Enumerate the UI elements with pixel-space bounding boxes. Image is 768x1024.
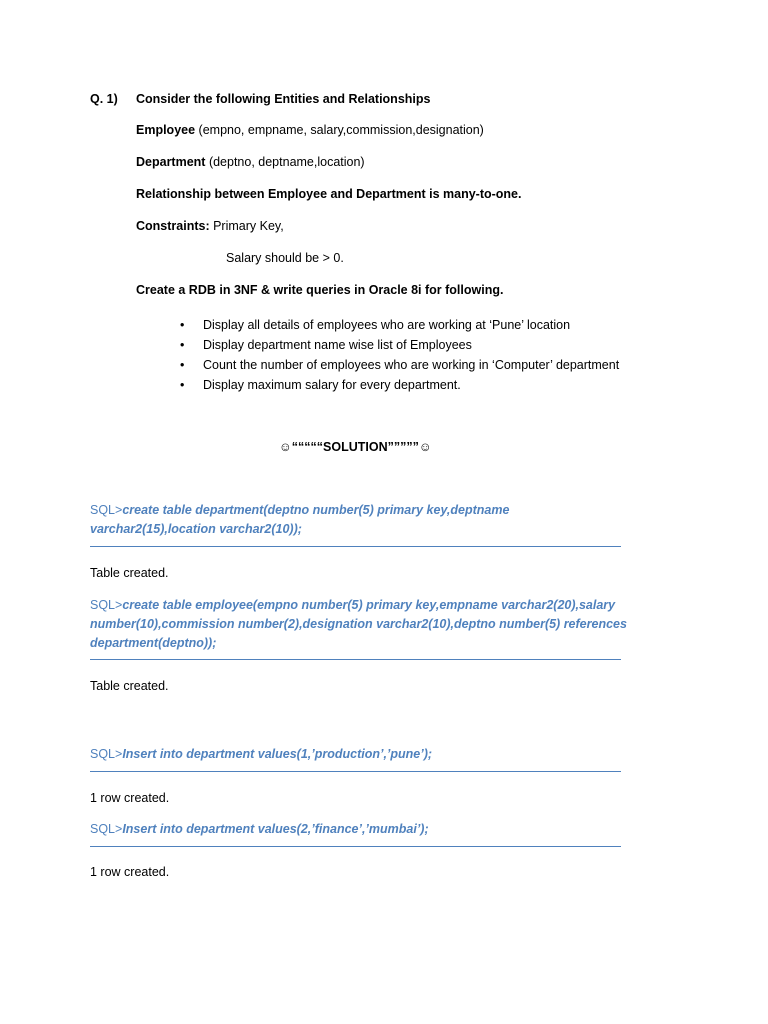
divider	[90, 546, 621, 547]
sql-result: 1 row created.	[90, 791, 170, 805]
bullet-icon: •	[180, 338, 185, 352]
list-item-text: Display department name wise list of Employees	[203, 338, 472, 352]
sql-prompt: SQL>	[90, 822, 123, 836]
divider	[90, 659, 621, 660]
sql-command-text: create table employee(empno number(5) primary key,empname varchar2(20),salary number(10),commission number(2),designation varchar2(10),deptno number(5) references department(deptno));	[90, 598, 627, 650]
sql-command	[90, 745, 432, 764]
bullet-icon: •	[180, 358, 185, 372]
question-intro: Consider the following Entities and Relationships	[136, 92, 431, 106]
list-item-text: Display maximum salary for every department.	[203, 378, 461, 392]
bullet-icon: •	[180, 318, 185, 332]
solution-heading: ☺“““““SOLUTION”””””☺	[279, 440, 432, 454]
salary-constraint: Salary should be > 0.	[226, 251, 344, 265]
list-item-text: Count the number of employees who are working in ‘Computer’ department	[203, 358, 620, 372]
sql-command	[90, 596, 630, 653]
constraints-value: Primary Key,	[209, 219, 284, 233]
employee-entity	[136, 122, 484, 138]
employee-entity-name: Employee	[136, 123, 196, 137]
constraints-line	[136, 218, 284, 234]
sql-result: Table created.	[90, 566, 169, 580]
relationship-statement: Relationship between Employee and Department is many-to-one.	[136, 187, 522, 201]
list-item-text: Display all details of employees who are working at ‘Pune’ location	[203, 318, 571, 332]
sql-prompt: SQL>	[90, 503, 123, 517]
task-statement: Create a RDB in 3NF & write queries in Oracle 8i for following.	[136, 283, 504, 297]
requirements-list	[176, 315, 619, 395]
sql-result: 1 row created.	[90, 865, 170, 879]
sql-command	[90, 501, 540, 539]
department-entity-attributes: (deptno, deptname,location)	[205, 155, 365, 169]
question-number: Q. 1)	[90, 92, 118, 106]
sql-prompt: SQL>	[90, 747, 123, 761]
department-entity	[136, 154, 365, 170]
sql-command	[90, 820, 429, 839]
constraints-label: Constraints:	[136, 219, 210, 233]
sql-command-text: Insert into department values(2,’finance’,’mumbai’);	[122, 822, 429, 836]
list-item	[176, 315, 619, 335]
divider	[90, 846, 621, 847]
sql-prompt: SQL>	[90, 598, 123, 612]
list-item	[176, 335, 619, 355]
list-item	[176, 355, 619, 375]
department-entity-name: Department	[136, 155, 206, 169]
list-item	[176, 375, 619, 395]
sql-command-text: create table department(deptno number(5) primary key,deptname varchar2(15),location varchar2(10));	[90, 503, 510, 536]
employee-entity-attributes: (empno, empname, salary,commission,designation)	[195, 123, 484, 137]
divider	[90, 771, 621, 772]
sql-result: Table created.	[90, 679, 169, 693]
bullet-icon: •	[180, 378, 185, 392]
sql-command-text: Insert into department values(1,’production’,’pune’);	[122, 747, 433, 761]
